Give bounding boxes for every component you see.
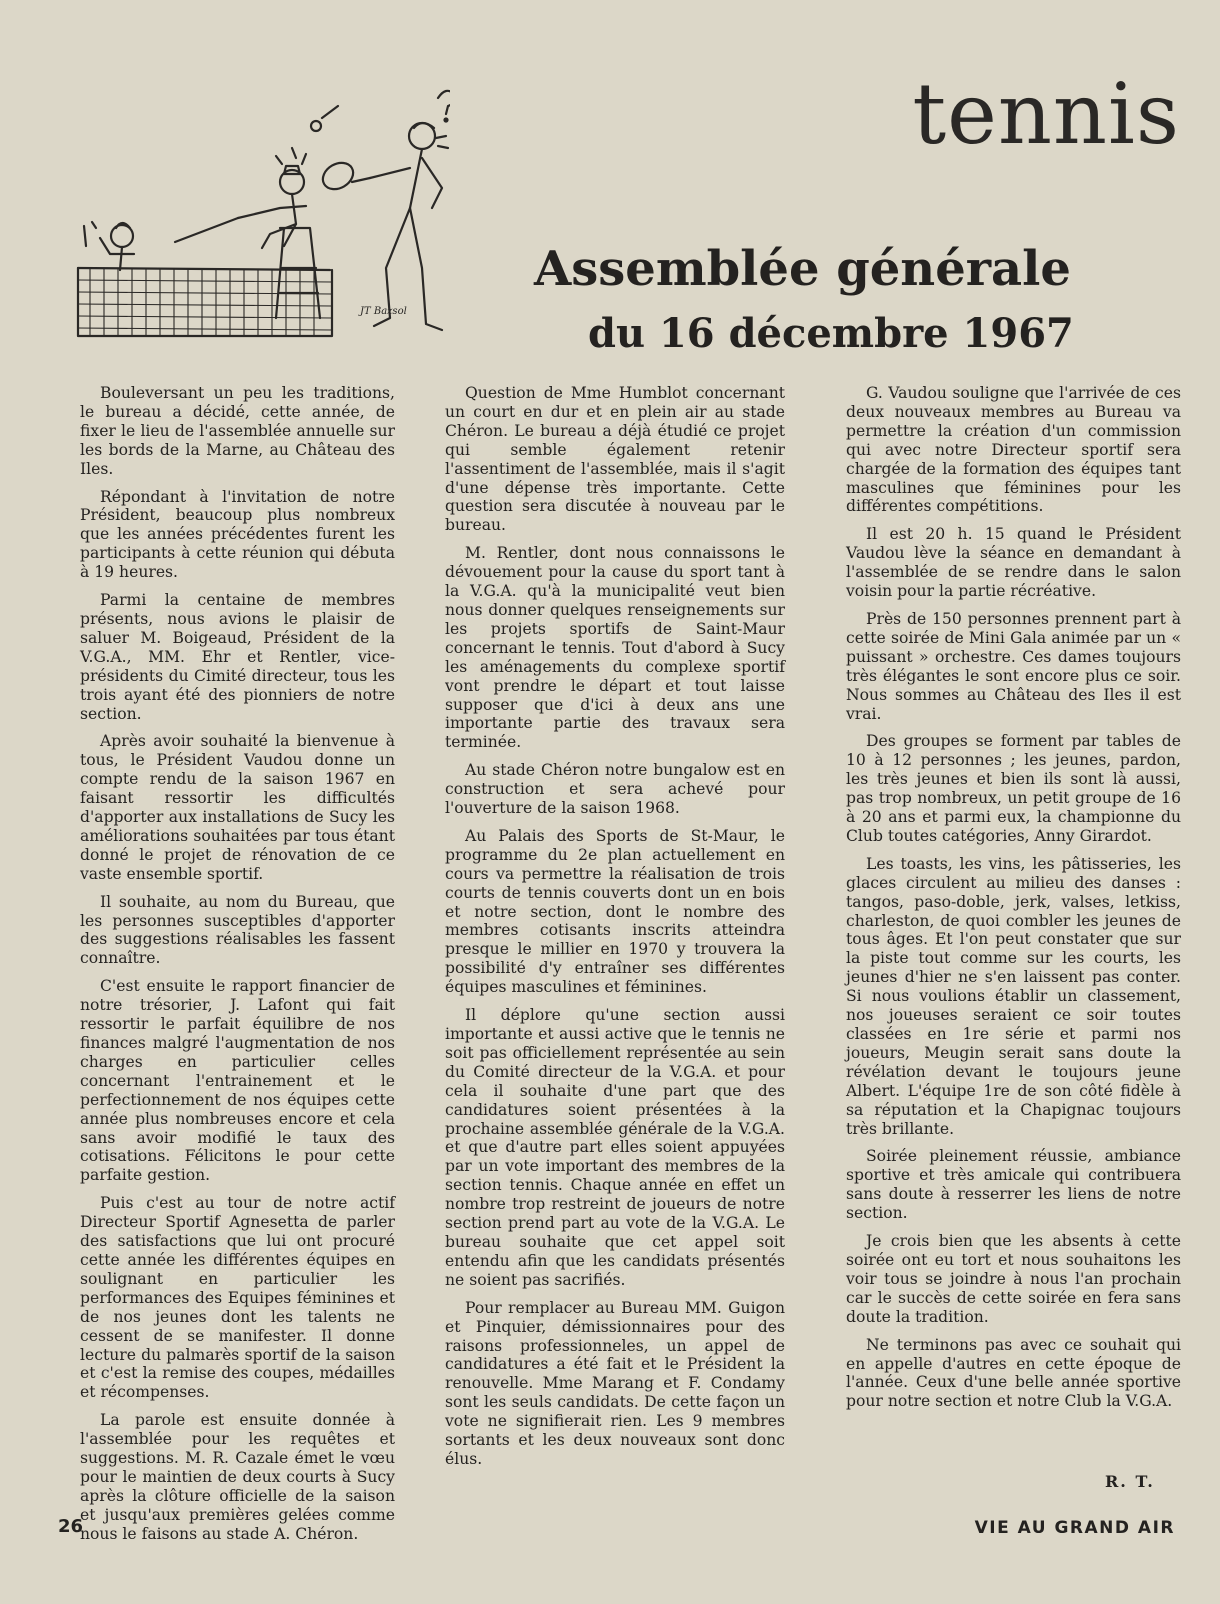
paragraph: Bouleversant un peu les traditions, le bureau a décidé, cette année, de fixer le lieu de l'assemblée annuelle sur les bords de la Marne, au Château des Iles. — [80, 384, 395, 478]
paragraph: Je crois bien que les absents à cette soirée ont eu tort et nous souhaitons les voir tous se joindre à nous l'an prochain car le succès de cette soirée en fera sans doute la tradition. — [846, 1232, 1181, 1326]
paragraph: Pour remplacer au Bureau MM. Guigon et Pinquier, démissionnaires pour des raisons professionneles, un appel de candidatures a été fait et le Président la renouvelle. Mme Marang et F. Condamy sont les seuls candidats. De cette façon un vote ne signifierait rien. Les 9 membres sortants et les deux nouveaux sont donc élus. — [445, 1298, 785, 1468]
paragraph: La parole est ensuite donnée à l'assemblée pour les requêtes et suggestions. M. R. Cazale émet le vœu pour le maintien de deux courts à Sucy après la clôture officielle de la saison et jusqu'aux premières gelées comme nous le faisons au stade A. Chéron. — [80, 1411, 395, 1543]
paragraph: Il déplore qu'une section aussi importante et aussi active que le tennis ne soit pas officiellement représentée au sein du Comité directeur de la V.G.A. et pour cela il souhaite d'une part que des candidatures soient présentées à la prochaine assemblée générale de la V.G.A. et que d'autre part elles soient appuyées par un vote important des membres de la section tennis. Chaque année en effet un nombre trop restreint de joueurs de notre section prend part au vote de la V.G.A. Le bureau souhaite que cet appel soit entendu afin que les candidats présentés ne soient pas sacrifiés. — [445, 1006, 785, 1289]
paragraph: Puis c'est au tour de notre actif Directeur Sportif Agnesetta de parler des satisfactions que lui ont procuré cette année les différentes équipes en soulignant en particulier les performances des Equipes féminines et de nos jeunes dont les talents ne cessent de se manifester. Il donne lecture du palmarès sportif de la saison et c'est la remise des coupes, médailles et récompenses. — [80, 1194, 395, 1402]
article-headline: Assemblée générale — [534, 241, 1071, 297]
paragraph: Répondant à l'invitation de notre Président, beaucoup plus nombreux que les années précédentes furent les participants à cette réunion qui débuta à 19 heures. — [80, 487, 395, 582]
section-title: tennis — [912, 65, 1180, 163]
article-subheadline: du 16 décembre 1967 — [588, 310, 1074, 357]
page-number: 26 — [58, 1516, 84, 1537]
paragraph: Près de 150 personnes prennent part à cette soirée de Mini Gala animée par un « puissant » orchestre. Ces dames toujours très élégantes le sont encore plus ce soir. Nous sommes au Château des Iles il est vrai. — [846, 609, 1181, 723]
article-column-3 — [846, 384, 1181, 1420]
paragraph: Il est 20 h. 15 quand le Président Vaudou lève la séance en demandant à l'assemblée de se rendre dans le salon voisin pour la partie récréative. — [846, 525, 1181, 601]
paragraph: M. Rentler, dont nous connaissons le dévouement pour la cause du sport tant à la V.G.A. qu'à la municipalité veut bien nous donner quelques renseignements sur les projets sportifs de Saint-Maur concernant le tennis. Tout d'abord à Sucy les aménagements du complexe sportif vont prendre le départ et tout laisse supposer que d'ici à deux ans une importante partie des travaux sera terminée. — [445, 544, 785, 752]
paragraph: Au stade Chéron notre bungalow est en construction et sera achevé pour l'ouverture de la saison 1968. — [445, 761, 785, 818]
magazine-name: VIE AU GRAND AIR — [974, 1518, 1175, 1538]
author-initials: R. T. — [1105, 1472, 1155, 1491]
paragraph: Soirée pleinement réussie, ambiance sportive et très amicale qui contribuera sans doute à resserrer les liens de notre section. — [846, 1147, 1181, 1223]
article-column-2 — [445, 384, 785, 1478]
paragraph: G. Vaudou souligne que l'arrivée de ces deux nouveaux membres au Bureau va permettre la création d'un commission qui avec notre Directeur sportif sera chargée de la formation des équipes tant masculines que féminines pour les différentes compétitions. — [846, 384, 1181, 516]
paragraph: Après avoir souhaité la bienvenue à tous, le Président Vaudou donne un compte rendu de la saison 1967 en faisant ressortir les difficultés d'apporter aux installations de Sucy les améliorations souhaitées par tous étant donné le projet de rénovation de ce vaste ensemble sportif. — [80, 732, 395, 883]
paragraph: Au Palais des Sports de St-Maur, le programme du 2e plan actuellement en cours va permettre la réalisation de trois courts de tennis couverts dont un en bois et notre section, dont le nombre des membres cotisants inscrits atteindra presque le millier en 1970 y trouvera la possibilité d'y entraîner ses différentes équipes masculines et féminines. — [445, 826, 785, 997]
paragraph: Il souhaite, au nom du Bureau, que les personnes susceptibles d'apporter des suggestions réalisables les fassent connaître. — [80, 892, 395, 968]
paragraph: Parmi la centaine de membres présents, nous avions le plaisir de saluer M. Boigeaud, Président de la V.G.A., MM. Ehr et Rentler, vice-présidents du Cimité directeur, tous les trois ayant été des pionniers de notre section. — [80, 591, 395, 723]
paragraph: Question de Mme Humblot concernant un court en dur et en plein air au stade Chéron. Le bureau a déjà étudié ce projet qui semble également retenir l'assentiment de l'assemblée, mais il s'agit d'une dépense très importante. Cette question sera discutée à nouveau par le bureau. — [445, 384, 785, 535]
tennis-cartoon-illustration — [70, 78, 450, 346]
paragraph: Les toasts, les vins, les pâtisseries, les glaces circulent au milieu des danses : tangos, paso-doble, jerk, valses, letkiss, charleston, de quoi combler les jeunes de tous âges. Et l'on peut constater que sur la piste tout comme sur les courts, les jeunes d'hier ne s'en laissent pas conter. Si nous voulions établir un classement, nos joueuses seraient ce soir toutes classées en 1re série et parmi nos joueurs, Meugin serait sans doute la révélation devant le toujours jeune Albert. L'équipe 1re de son côté fidèle à sa réputation et la Chapignac toujours très brillante. — [846, 854, 1181, 1138]
paragraph: Ne terminons pas avec ce souhait qui en appelle d'autres en cette époque de l'année. Ceux d'une belle année sportive pour notre section et notre Club la V.G.A. — [846, 1335, 1181, 1411]
illustrator-signature: JT Bazsol — [360, 306, 407, 317]
paragraph: Des groupes se forment par tables de 10 à 12 personnes ; les jeunes, pardon, les très jeunes et bien ils sont là aussi, pas trop nombreux, un petit groupe de 16 à 20 ans et parmi eux, la championne du Club toutes catégories, Anny Girardot. — [846, 732, 1181, 845]
article-column-1 — [80, 384, 395, 1553]
paragraph: C'est ensuite le rapport financier de notre trésorier, J. Lafont qui fait ressortir le parfait équilibre de nos finances malgré l'augmentation de nos charges en particulier celles concernant l'entrainement et le perfectionnement de nos équipes cette année plus nombreuses encore et cela sans avoir modifié le taux des cotisations. Félicitons le pour cette parfaite gestion. — [80, 977, 395, 1185]
